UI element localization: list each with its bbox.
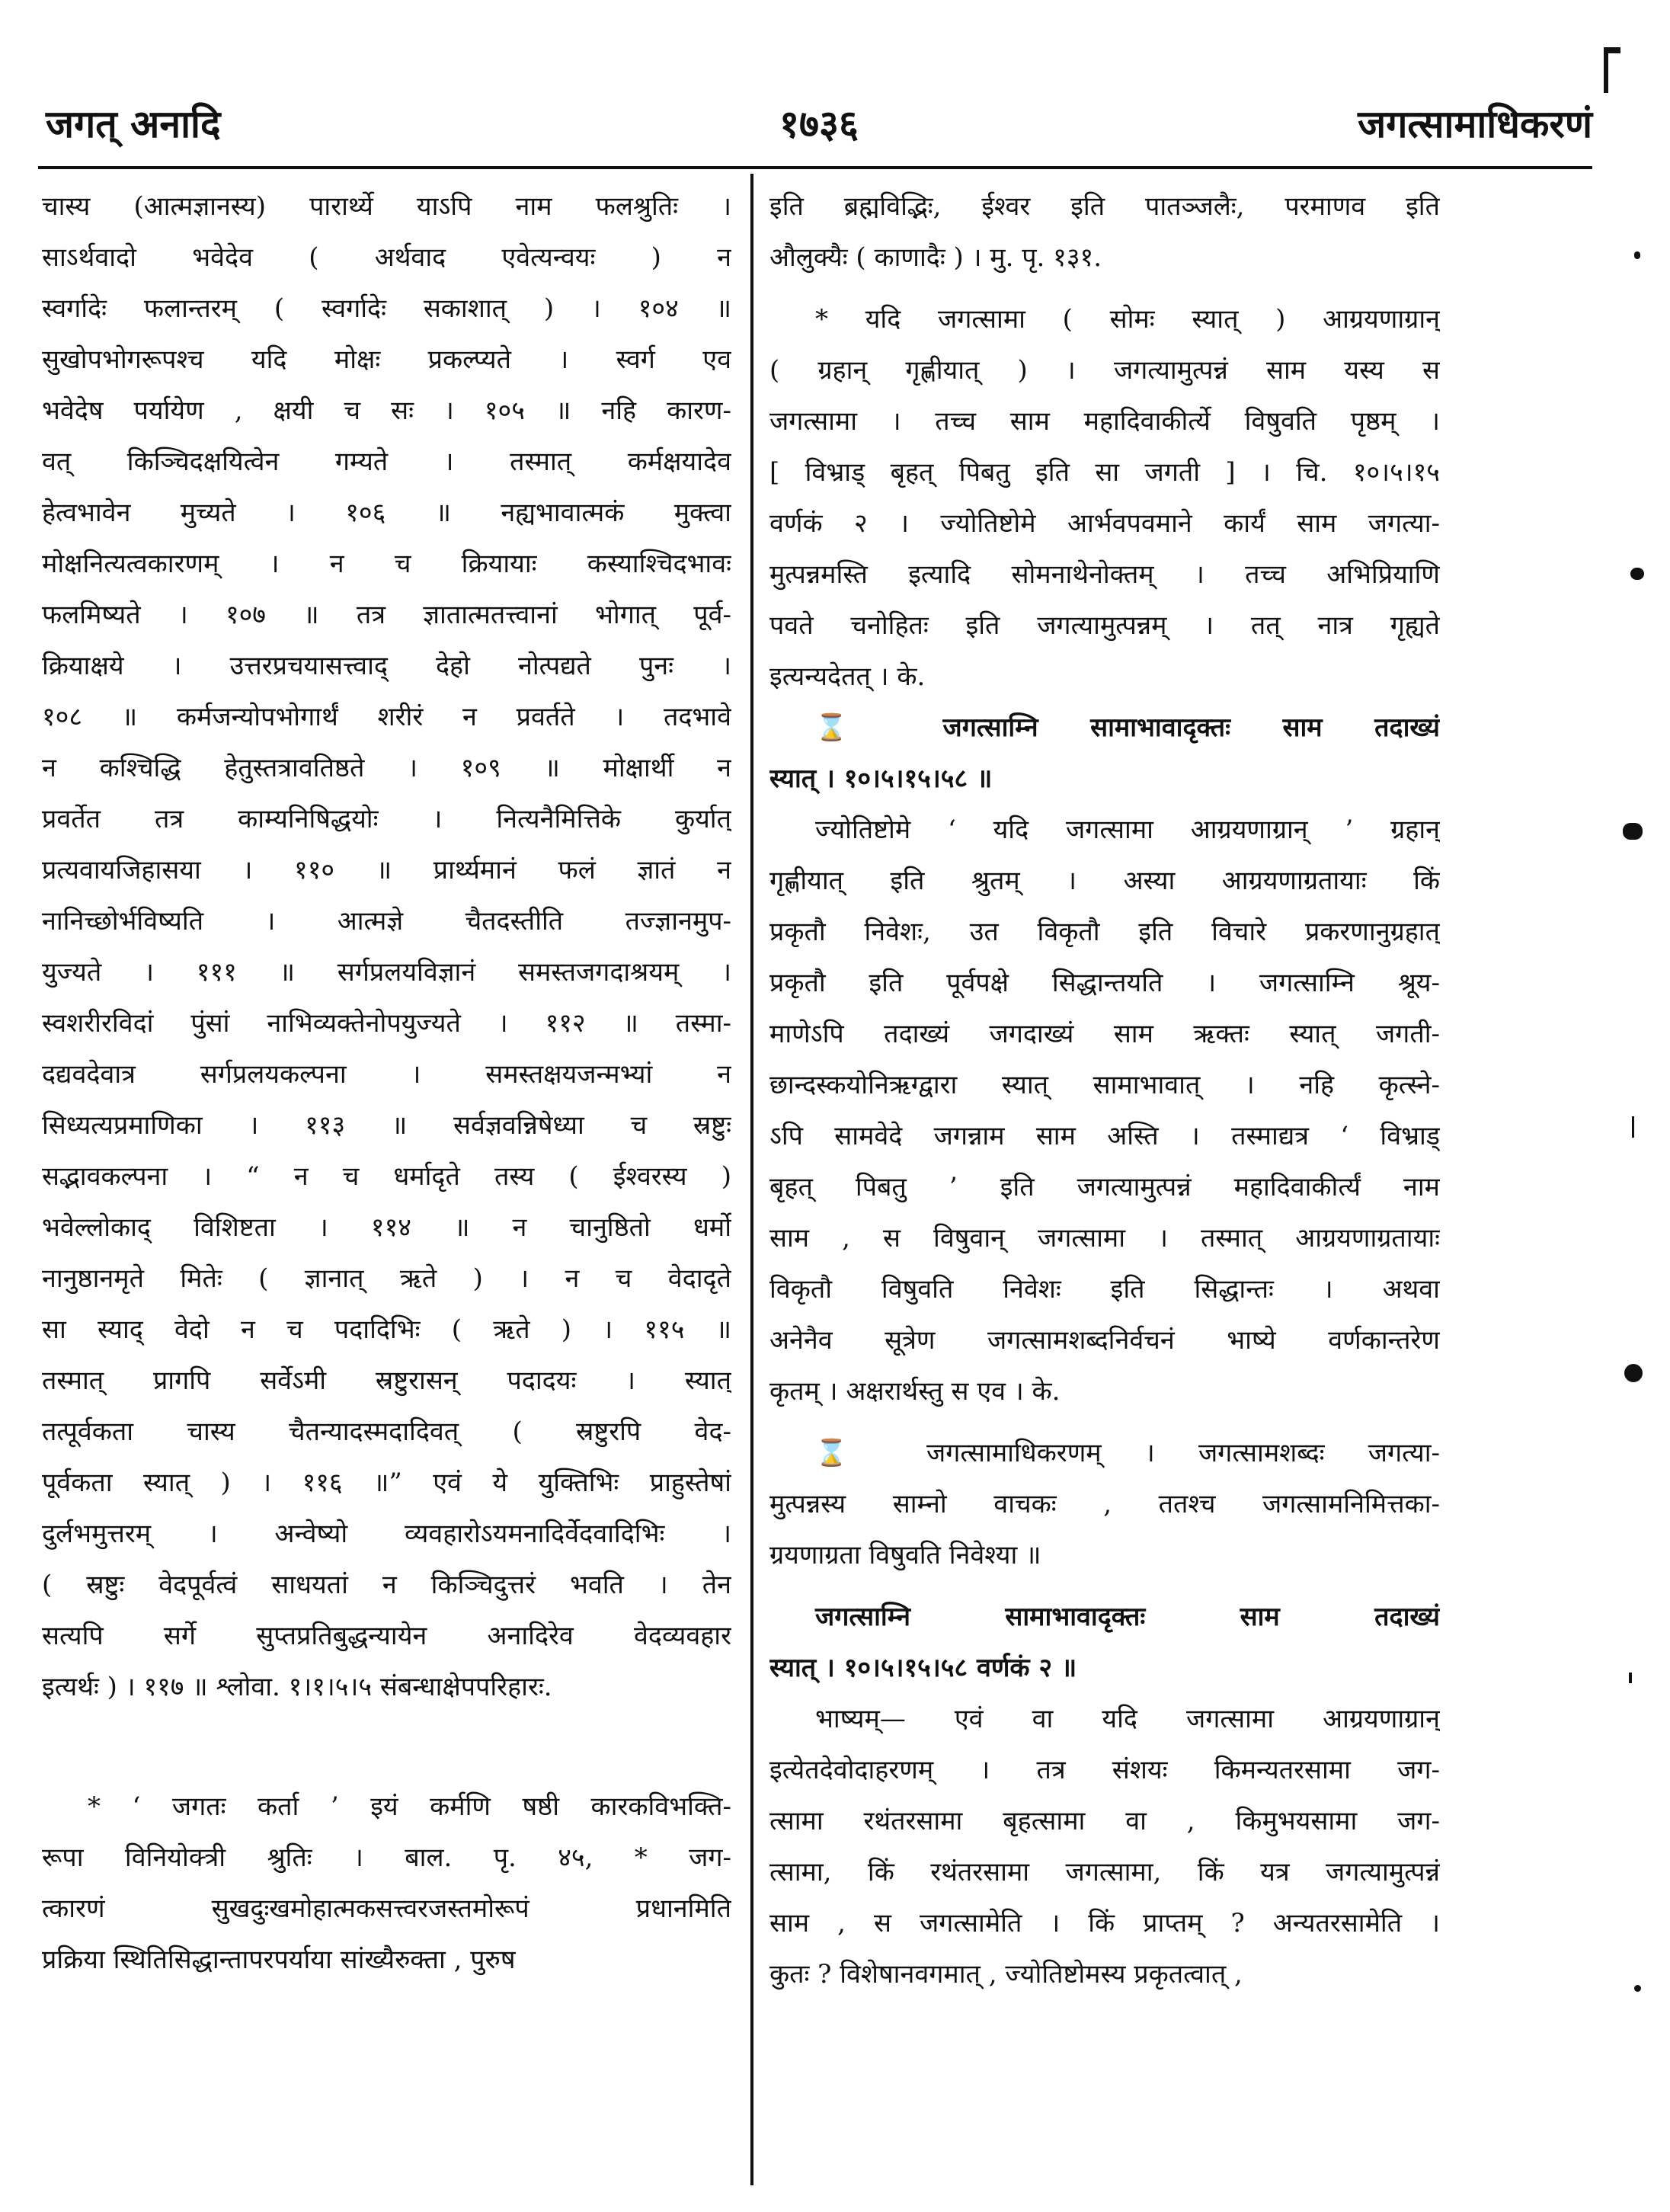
text-line: भवेल्लोकाद् विशिष्टता । ११४ ॥ न चानुष्ठितो धर्मो: [42, 1212, 731, 1243]
margin-mark: [1634, 251, 1640, 259]
text-line: नानुष्ठानमृते मितेः ( ज्ञानात् ऋते ) । न च वेदादृते: [42, 1263, 731, 1294]
text-line: सत्यपि सर्गे सुप्तप्रतिबुद्धन्यायेन अनादिरेव वेदव्यवहार: [42, 1621, 731, 1651]
running-head-left: जगत् अनादि: [46, 101, 221, 146]
text-line: ऽपि सामवेदे जगन्नाम साम अस्ति । तस्माद्यत्र ‘ विभ्राड्: [769, 1121, 1440, 1151]
margin-mark: [1629, 1673, 1632, 1683]
text-line: क्रियाक्षये । उत्तरप्रचयासत्त्वाद् देहो नोत्पद्यते पुनः ।: [42, 651, 731, 681]
text-line: ज्योतिष्टोमे ‘ यदि जगत्सामा आग्रयणाग्रान् ’ ग्रहान्: [815, 815, 1440, 845]
text-line: ग्रयणाग्रता विषुवति निवेश्या ॥: [769, 1540, 1041, 1570]
margin-mark: [1604, 47, 1608, 93]
text-line: प्रवर्तेत तत्र काम्यनिषिद्धयोः । नित्यनैमित्तिके कुर्यात्: [42, 804, 731, 834]
text-line: तस्मात् प्रागपि सर्वेऽमी स्रष्टुरासन् पदादयः । स्यात्: [42, 1365, 731, 1396]
text-line: प्रकृतौ इति पूर्वपक्षे सिद्धान्तयति । जगत्साम्नि श्रूय-: [769, 968, 1440, 998]
margin-mark: [1604, 47, 1620, 53]
text-line: साम , स विषुवान् जगत्सामा । तस्मात् आग्रयणाग्रतायाः: [769, 1223, 1440, 1253]
text-line: रूपा विनियोक्त्री श्रुतिः । बाल. पृ. ४५, * जग-: [42, 1842, 731, 1873]
header-rule: [38, 166, 1592, 169]
text-line: ( ग्रहान् गृह्णीयात् ) । जगत्यामुत्पन्नं साम यस्य स: [769, 355, 1440, 386]
text-line: साऽर्थवादो भवेदेव ( अर्थवाद एवेत्यन्वयः ) न: [42, 242, 731, 273]
text-line: मोक्षनित्यत्वकारणम् । न च क्रियायाः कस्याश्चिदभावः: [42, 549, 731, 579]
text-line: कुतः ? विशेषानवगमात् , ज्योतिष्टोमस्य प्रकृतत्वात् ,: [769, 1959, 1243, 1990]
sutra-heading-2: [769, 1592, 1440, 1694]
text-line: युज्यते । १११ ॥ सर्गप्रलयविज्ञानं समस्तजगदाश्रयम् ।: [42, 957, 731, 988]
text-line: तत्पूर्वकता चास्य चैतन्यादस्मदादिवत् ( स्रष्टुरपि वेद-: [42, 1417, 731, 1447]
margin-mark: [1630, 568, 1644, 580]
margin-mark: [1632, 1116, 1634, 1138]
text-line: सद्भावकल्पना । “ न च धर्मादृते तस्य ( ईश्वरस्य ): [42, 1161, 731, 1192]
left-column: [42, 181, 731, 1986]
continuation-block: [769, 181, 1440, 283]
sutra-heading-1: [769, 703, 1440, 805]
column-divider: [750, 174, 753, 2185]
margin-mark: [1634, 1985, 1641, 1992]
text-line: दुर्लभमुत्तरम् । अन्वेष्यो व्यवहारोऽयमनादिर्वेदवादिभिः ।: [42, 1519, 731, 1549]
page-header: [46, 90, 1592, 158]
text-line: इत्येतदेवोदाहरणम् । तत्र संशयः किमन्यतरसामा जग-: [769, 1755, 1440, 1785]
page-number: १७३६: [779, 101, 859, 146]
text-line: सुखोपभोगरूपश्च यदि मोक्षः प्रकल्प्यते । स्वर्ग एव: [42, 344, 731, 375]
text-line: त्सामा रथंतरसामा बृहत्सामा वा , किमुभयसामा जग-: [769, 1806, 1440, 1836]
text-line: न कश्चिद्धि हेतुस्तत्रावतिष्ठते । १०९ ॥ मोक्षार्थी न: [42, 753, 731, 783]
text-line: सा स्याद् वेदो न च पदादिभिः ( ऋते ) । ११५ ॥: [42, 1314, 731, 1345]
commentary-block-1: [769, 805, 1440, 1417]
text-line: हेत्वभावेन मुच्यते । १०६ ॥ नह्यभावात्मकं मुक्त्वा: [42, 498, 731, 528]
footnote-block: [42, 1781, 731, 1986]
footnote-jagatsama: [769, 294, 1440, 703]
text-line: स्यात् । १०।५।१५।५८ वर्णकं २ ॥: [769, 1653, 1077, 1683]
text-line: जगत्साम्नि सामाभावादृक्तः साम तदाख्यं: [815, 1602, 1440, 1632]
text-line: औलुक्यैः ( काणादैः ) । मु. पृ. १३१.: [769, 242, 1102, 273]
text-line: सिध्यत्यप्रमाणिका । ११३ ॥ सर्वज्ञवन्निषेध्या च स्रष्टुः: [42, 1110, 731, 1141]
text-line: वर्णकं २ । ज्योतिष्टोमे आर्भवपवमाने कार्यं साम जगत्या-: [769, 508, 1440, 539]
text-line: स्वर्गादेः फलान्तरम् ( स्वर्गादेः सकाशात् ) । १०४ ॥: [42, 293, 731, 324]
right-column: [769, 181, 1440, 2000]
adhikarana-summary: [769, 1428, 1440, 1581]
text-line: त्कारणं सुखदुःखमोहात्मकसत्त्वरजस्तमोरूपं प्रधानमिति: [42, 1893, 731, 1924]
text-line: वत् किञ्चिदक्षयित्वेन गम्यते । तस्मात् कर्मक्षयादेव: [42, 447, 731, 477]
text-line: जगत्सामा । तच्च साम महादिवाकीर्त्ये विषुवति पृष्ठम् ।: [769, 406, 1440, 437]
text-line: इत्यर्थः ) । ११७ ॥ श्लोवा. १।१।५।५ संबन्धाक्षेपपरिहारः.: [42, 1672, 552, 1702]
text-line: बृहत् पिबतु ’ इति जगत्यामुत्पन्नं महादिवाकीर्त्यं नाम: [769, 1172, 1440, 1202]
text-line: छान्दस्कयोनिऋग्द्वारा स्यात् सामाभावात् । नहि कृत्स्ने-: [769, 1070, 1440, 1100]
text-line: प्रकृतौ निवेशः, उत विकृतौ इति विचारे प्रकरणानुग्रहात्: [769, 917, 1440, 947]
text-line: कृतम् । अक्षरार्थस्तु स एव । के.: [769, 1376, 1061, 1407]
text-line: मुत्पन्नमस्ति इत्यादि सोमनाथेनोक्तम् । तच्च अभिप्रियाणि: [769, 559, 1440, 590]
text-line: नानिच्छोर्भविष्यति । आत्मज्ञे चैतदस्तीति तज्ज्ञानमुप-: [42, 906, 731, 936]
text-line: * ‘ जगतः कर्ता ’ इयं कर्मणि षष्ठी कारकविभक्ति-: [88, 1791, 731, 1822]
text-line: चास्य (आत्मज्ञानस्य) पारार्थ्ये याऽपि नाम फलश्रुतिः ।: [42, 191, 731, 222]
text-line: स्वशरीरविदां पुंसां नाभिव्यक्तेनोपयुज्यते । ११२ ॥ तस्मा-: [42, 1008, 731, 1039]
text-line: प्रत्यवायजिहासया । ११० ॥ प्रार्थ्यमानं फलं ज्ञातं न: [42, 855, 731, 885]
text-line: इति ब्रह्मविद्भिः, ईश्वर इति पातञ्जलैः, परमाणव इति: [769, 191, 1440, 222]
margin-mark: [1623, 823, 1643, 840]
text-line: ⌛ जगत्सामाधिकरणम् । जगत्सामशब्दः जगत्या-: [815, 1438, 1440, 1468]
text-line: * यदि जगत्सामा ( सोमः स्यात् ) आग्रयणाग्रान्: [815, 304, 1440, 335]
text-line: माणेऽपि तदाख्यं जगदाख्यं साम ऋक्तः स्यात् जगती-: [769, 1019, 1440, 1049]
text-line: भाष्यम्— एवं वा यदि जगत्सामा आग्रयणाग्रान्: [815, 1704, 1440, 1734]
text-line: ⌛ जगत्साम्नि सामाभावादृक्तः साम तदाख्यं: [815, 712, 1440, 743]
bhashya-block: [769, 1694, 1440, 2000]
text-line: मुत्पन्नस्य साम्नो वाचकः , ततश्च जगत्सामनिमित्तका-: [769, 1489, 1440, 1519]
text-line: पूर्वकता स्यात् ) । ११६ ॥” एवं ये युक्तिभिः प्राहुस्तेषां: [42, 1468, 731, 1498]
text-line: विकृतौ विषुवति निवेशः इति सिद्धान्तः । अथवा: [769, 1274, 1440, 1304]
text-line: १०८ ॥ कर्मजन्योपभोगार्थं शरीरं न प्रवर्तते । तदभावे: [42, 702, 731, 732]
text-line: ( स्रष्टुः वेदपूर्वत्वं साधयतां न किञ्चिदुत्तरं भवति । तेन: [42, 1570, 731, 1600]
text-line: प्रक्रिया स्थितिसिद्धान्तापरपर्याया सांख्यैरुक्ता , पुरुष: [42, 1945, 516, 1975]
text-line: भवेदेष पर्यायेण , क्षयी च सः । १०५ ॥ नहि कारण-: [42, 395, 731, 426]
text-line: [ विभ्राड् बृहत् पिबतु इति सा जगती ] । चि. १०।५।१५: [769, 457, 1440, 488]
main-text-block: [42, 181, 731, 1713]
text-line: अनेनैव सूत्रेण जगत्सामशब्दनिर्वचनं भाष्ये वर्णकान्तरेण: [769, 1325, 1440, 1356]
text-line: त्सामा, किं रथंतरसामा जगत्सामा, किं यत्र जगत्यामुत्पन्नं: [769, 1857, 1440, 1887]
text-line: साम , स जगत्सामेति । किं प्राप्तम् ? अन्यतरसामेति ।: [769, 1908, 1440, 1938]
margin-mark: [1624, 1364, 1643, 1382]
text-line: दद्यवदेवात्र सर्गप्रलयकल्पना । समस्तक्षयजन्मभ्यां न: [42, 1059, 731, 1090]
running-head-right: जगत्सामाधिकरणं: [1358, 101, 1592, 146]
text-line: पवते चनोहितः इति जगत्यामुत्पन्नम् । तत् नात्र गृह्यते: [769, 610, 1440, 641]
text-line: गृह्णीयात् इति श्रुतम् । अस्या आग्रयणाग्रतायाः किं: [769, 866, 1440, 896]
text-line: फलमिष्यते । १०७ ॥ तत्र ज्ञातात्मतत्त्वानां भोगात् पूर्व-: [42, 600, 731, 630]
text-line: स्यात् । १०।५।१५।५८ ॥: [769, 763, 993, 794]
text-line: इत्यन्यदेतत् । के.: [769, 661, 926, 692]
